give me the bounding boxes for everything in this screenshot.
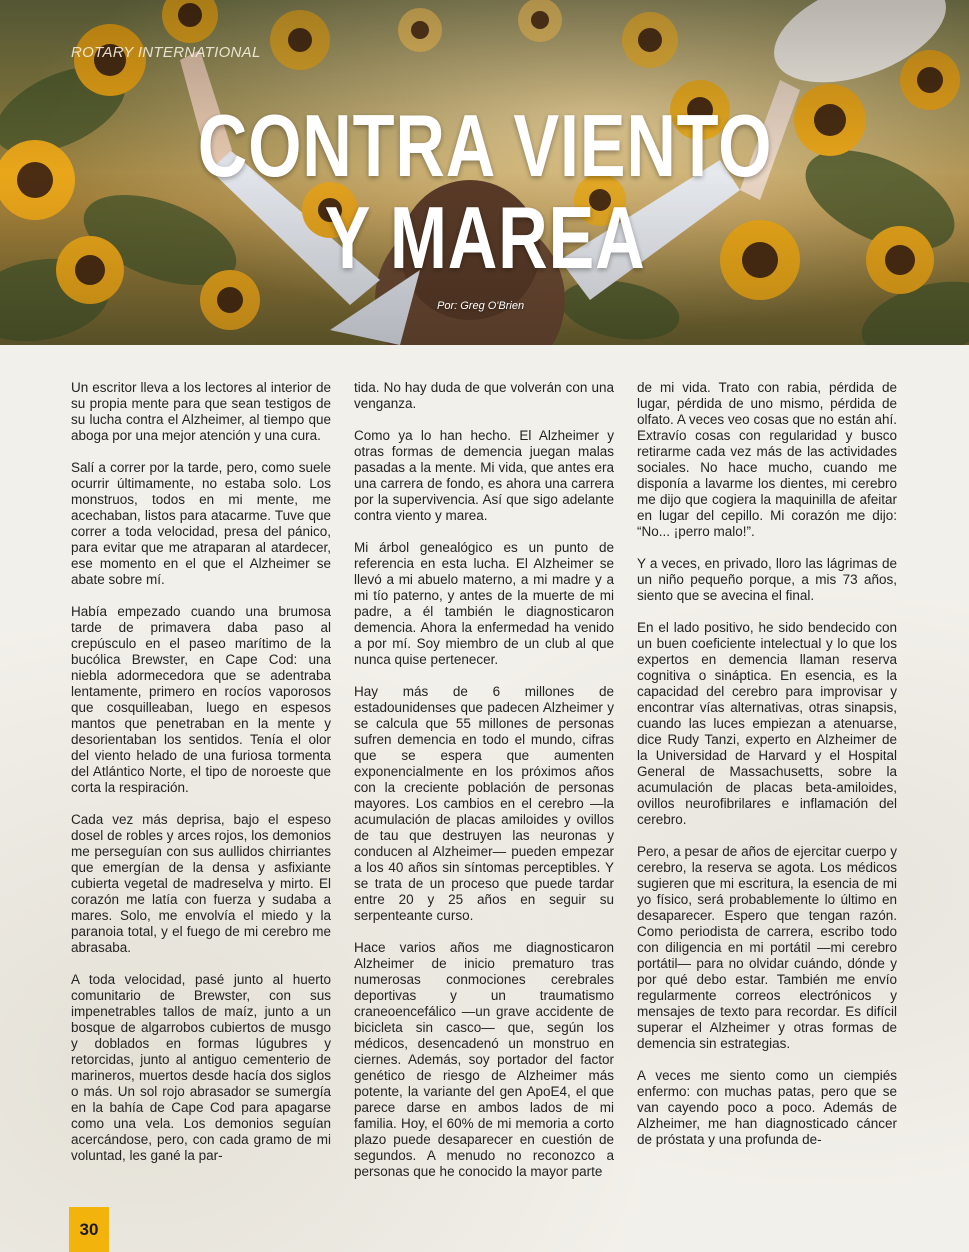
- paragraph: Como ya lo han hecho. El Alzheimer y otras formas de demencia juegan malas pasadas a la mente. Mi vida, que antes era una carrera de fondo, es ahora una carrera por la supervivencia. Así que sigo adelante contra viento y marea.: [354, 428, 614, 523]
- paragraph: tida. No hay duda de que volverán con una venganza.: [354, 380, 614, 411]
- section-kicker: ROTARY INTERNATIONAL: [71, 44, 261, 61]
- paragraph: Hay más de 6 millones de estadounidenses que padecen Alzheimer y se calcula que 55 millones de personas sufren demencia en todo el mundo, cifras que se espera que aumenten exponencialmente en los próximos años con la creciente población de personas mayores. Los cambios en el cerebro —la acumulación de placas amiloides y ovillos de tau que destruyen las neuronas y conducen al Alzheimer— pueden empezar a los 40 años sin síntomas perceptibles. Y se trata de un proceso que puede tardar entre 20 y 25 años en seguir su serpenteante curso.: [354, 684, 614, 923]
- paragraph: A toda velocidad, pasé junto al huerto comunitario de Brewster, con sus impenetrables tallos de maíz, junto a un bosque de algarrobos cubiertos de musgo y doblados en formas lúgubres y retorcidas, junto al antiguo cementerio de marineros, muertos desde hacía dos siglos o más. Un sol rojo abrasador se sumergía en la bahía de Cape Cod para apagarse como una vela. Los demonios seguían acercándose, pero, con cada gramo de mi voluntad, les gané la par-: [71, 972, 331, 1163]
- paragraph: Había empezado cuando una brumosa tarde de primavera daba paso al crepúsculo en el paseo marítimo de la bucólica Brewster, en Cape Cod: una niebla adormecedora que se adentraba lentamente, primero en rocíos vaporosos que cosquilleaban, luego en espesos mantos que penetraban en la mente y desorientaban los sentidos. Tenía el olor del viento helado de una furiosa tormenta del Atlántico Norte, el tipo de noroeste que corta la respiración.: [71, 604, 331, 795]
- paragraph: Salí a correr por la tarde, pero, como suele ocurrir últimamente, no estaba solo. Los monstruos, todos en mi mente, me acechaban, listos para atacarme. Tuve que correr a toda velocidad, presa del pánico, para evitar que me atraparan al atardecer, ese momento en el que el Alzheimer se abate sobre mí.: [71, 460, 331, 587]
- title-line-1: CONTRA VIENTO: [197, 96, 773, 195]
- paragraph: En el lado positivo, he sido bendecido con un buen coeficiente intelectual y lo que los expertos en demencia llaman reserva cognitiva o sináptica. En esencia, es la capacidad del cerebro para improvisar y encontrar vías alternativas, otras sinapsis, cuando las luces empiezan a atenuarse, dice Rudy Tanzi, experto en Alzheimer de la Universidad de Harvard y el Hospital General de Massachusetts, sobre la acumulación de placas beta-amiloides, ovillos neurofibrilares e inflamación del cerebro.: [637, 620, 897, 827]
- text-column-3: [637, 380, 897, 1164]
- byline: Por: Greg O'Brien: [437, 300, 525, 312]
- page-number: 30: [69, 1207, 109, 1252]
- title-line-2: Y MAREA: [324, 188, 646, 287]
- paragraph: de mi vida. Trato con rabia, pérdida de lugar, pérdida de uno mismo, pérdida de olfato. A veces veo cosas que no están ahí. Extravío cosas con regularidad y busco retirarme cada vez más de las actividades sociales. No hace mucho, cuando me disponía a lavarme los dientes, mi cerebro me dijo que cogiera la maquinilla de afeitar en lugar del cepillo. Mi corazón me dijo: “No... ¡perro malo!”.: [637, 380, 897, 539]
- paragraph: Pero, a pesar de años de ejercitar cuerpo y cerebro, la reserva se agota. Los médicos sugieren que mi escritura, la esencia de mi yo físico, será probablemente lo último en desaparecer. Espero que tengan razón. Como periodista de carrera, escribo todo con diligencia en mi portátil —mi cerebro portátil— para no olvidar cuándo, dónde y por qué debo estar. También me envío regularmente correos electrónicos y mensajes de texto para recordar. Es difícil superar el Alzheimer y otras formas de demencia sin estrategias.: [637, 844, 897, 1051]
- paragraph: A veces me siento como un ciempiés enfermo: con muchas patas, pero que se van cayendo poco a poco. Además de Alzheimer, me han diagnosticado cáncer de próstata y una profunda de-: [637, 1068, 897, 1147]
- text-column-2: [354, 380, 614, 1196]
- paragraph: Cada vez más deprisa, bajo el espeso dosel de robles y arces rojos, los demonios me perseguían con sus aullidos chirriantes que emergían de la densa y asfixiante cubierta vegetal de madreselva y mirto. El corazón me latía con fuerza y sudaba a mares. Solo, me envolvía el miedo y la paranoia total, y el fuego de mi cerebro me abrasaba.: [71, 812, 331, 955]
- text-column-1: [71, 380, 331, 1180]
- paragraph: Un escritor lleva a los lectores al interior de su propia mente para que sean testigos de su lucha contra el Alzheimer, al tiempo que aboga por una mejor atención y una cura.: [71, 380, 331, 443]
- article-title: [107, 96, 863, 287]
- hero-photo: [0, 0, 969, 345]
- paragraph: Hace varios años me diagnosticaron Alzheimer de inicio prematuro tras numerosas conmociones cerebrales deportivas y un traumatismo craneoencefálico —un grave accidente de bicicleta sin casco— que, según los médicos, desencadenó un monstruo en ciernes. Además, soy portador del factor genético de riesgo de Alzheimer más potente, la variante del gen ApoE4, el que parece darse en ambos lados de mi familia. Hoy, el 60% de mi memoria a corto plazo puede desaparecer en cuestión de segundos. A menudo no reconozco a personas que he conocido la mayor parte: [354, 940, 614, 1179]
- paragraph: Y a veces, en privado, lloro las lágrimas de un niño pequeño porque, a mis 73 años, siento que se avecina el final.: [637, 556, 897, 603]
- paragraph: Mi árbol genealógico es un punto de referencia en esta lucha. El Alzheimer se llevó a mi abuelo materno, a mi madre y a mi tío paterno, y antes de la muerte de mi padre, a él también le diagnosticaron demencia. Ahora la enfermedad ha venido a por mí. Soy miembro de un club al que nunca quise pertenecer.: [354, 540, 614, 667]
